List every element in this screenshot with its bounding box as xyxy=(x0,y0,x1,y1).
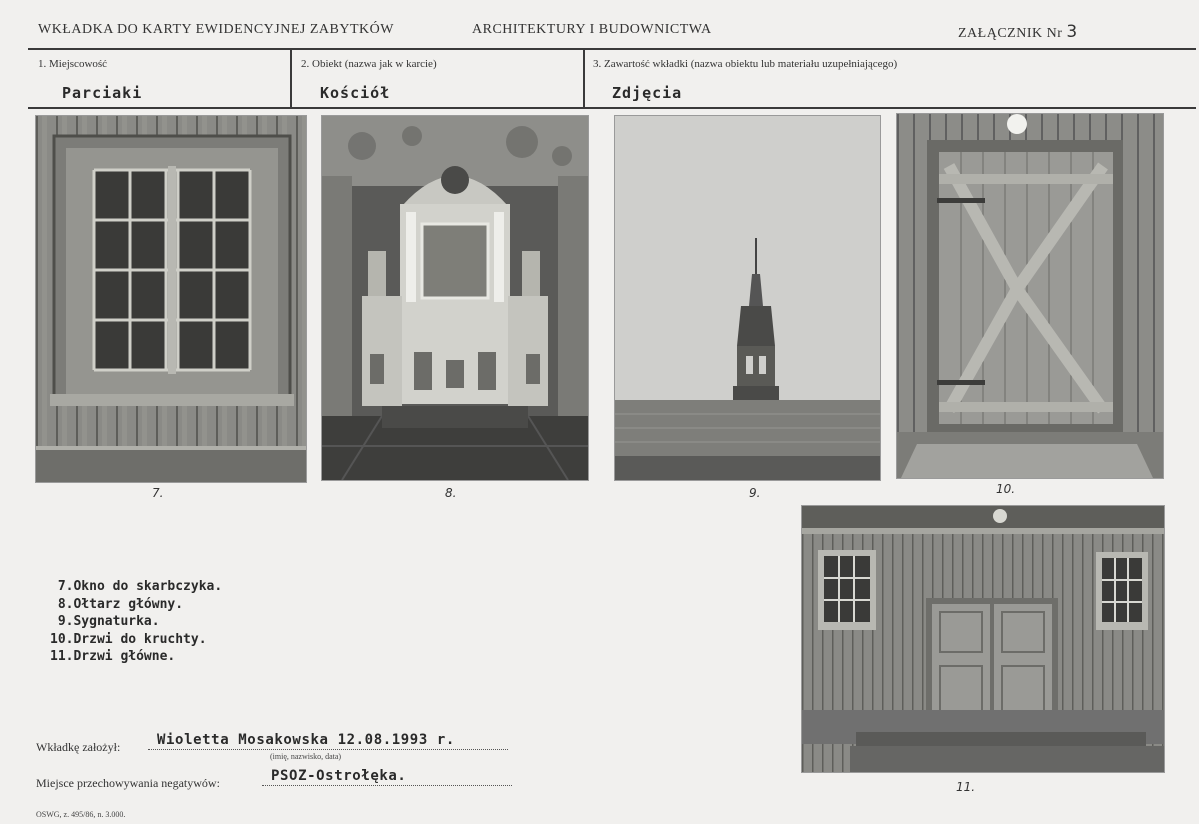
author-value: Wioletta Mosakowska 12.08.1993 r. xyxy=(157,732,455,748)
locality-label: 1. Miejscowość xyxy=(38,58,108,70)
object-label: 2. Obiekt (nazwa jak w karcie) xyxy=(301,58,437,70)
author-hint: (imię, nazwisko, data) xyxy=(270,752,342,761)
author-dotted-line xyxy=(148,749,508,750)
storage-value: PSOZ-Ostrołęka. xyxy=(271,768,407,784)
object-value: Kościół xyxy=(320,84,391,102)
author-label: Wkładkę założył: xyxy=(36,740,121,754)
storage-label: Miejsce przechowywania negatywów: xyxy=(36,776,220,790)
description-7: 7.Okno do skarbczyka. xyxy=(50,579,223,594)
photo-number-10: 10. xyxy=(996,482,1016,496)
field-divider-1 xyxy=(290,48,292,107)
photo-number-9: 9. xyxy=(749,486,761,500)
description-8: 8.Ołtarz główny. xyxy=(50,596,184,612)
annex-label-text: ZAŁĄCZNIK Nr xyxy=(958,26,1063,41)
header-rule-bottom xyxy=(28,107,1196,109)
photo-main-door xyxy=(802,506,1164,772)
print-code: OSWG, z. 495/86, n. 3.000. xyxy=(36,810,126,819)
contents-value: Zdjęcia xyxy=(612,84,683,102)
sheet-title: WKŁADKA DO KARTY EWIDENCYJNEJ ZABYTKÓW xyxy=(38,22,394,37)
photo-window xyxy=(36,116,306,482)
photo-number-8: 8. xyxy=(445,486,457,500)
photo-altar xyxy=(322,116,588,480)
photo-belfry xyxy=(615,116,880,480)
photo-number-7: 7. xyxy=(152,486,164,500)
locality-value: Parciaki xyxy=(62,84,143,102)
photo-number-11: 11. xyxy=(956,780,976,794)
photo-descriptions xyxy=(50,578,222,666)
sheet-subtitle: ARCHITEKTURY I BUDOWNICTWA xyxy=(472,22,712,37)
contents-label: 3. Zawartość wkładki (nazwa obiektu lub materiału uzupełniającego) xyxy=(593,58,898,70)
description-9: 9.Sygnaturka. xyxy=(50,614,160,629)
description-11: 11.Drzwi główne. xyxy=(50,649,176,664)
photo-door xyxy=(897,114,1163,478)
header-rule-top xyxy=(28,48,1196,50)
annex-label xyxy=(958,22,1078,42)
description-10: 10.Drzwi do kruchty. xyxy=(50,631,207,647)
annex-number: 3 xyxy=(1066,22,1078,42)
storage-dotted-line xyxy=(262,785,512,786)
field-divider-2 xyxy=(583,48,585,107)
